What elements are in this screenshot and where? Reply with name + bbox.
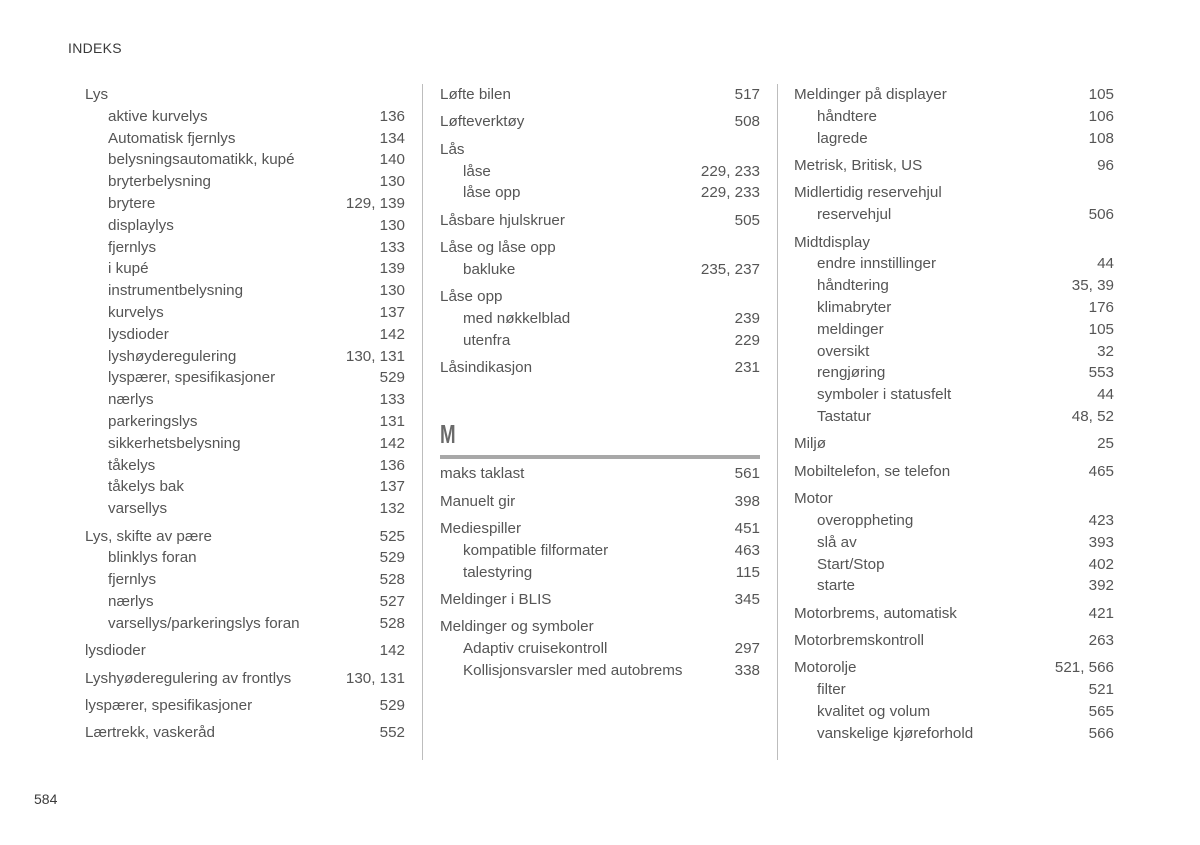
index-subentry xyxy=(85,128,405,150)
index-page-refs: 505 xyxy=(734,211,760,229)
index-page-refs: 142 xyxy=(379,434,405,452)
index-page-refs: 345 xyxy=(734,590,760,608)
index-subentry xyxy=(794,723,1114,745)
index-term: med nøkkelblad xyxy=(463,310,571,328)
index-page-refs: 566 xyxy=(1088,724,1114,742)
index-term: Mediespiller xyxy=(440,519,522,537)
index-subentry xyxy=(85,258,405,280)
index-page-refs: 451 xyxy=(734,519,760,537)
index-page-refs: 133 xyxy=(379,238,405,256)
index-page-refs: 48, 52 xyxy=(1071,407,1114,425)
index-page-refs: 263 xyxy=(1088,632,1114,650)
index-page-refs: 463 xyxy=(734,541,760,559)
index-page-refs: 136 xyxy=(379,107,405,125)
index-page-refs: 132 xyxy=(379,500,405,518)
index-entry xyxy=(85,84,405,106)
index-page-refs: 231 xyxy=(734,359,760,377)
index-term: Låsbare hjulskruer xyxy=(440,211,565,229)
index-page-refs: 465 xyxy=(1088,462,1114,480)
index-term: varsellys xyxy=(108,500,168,518)
index-term: kurvelys xyxy=(108,303,164,321)
index-term: lyspærer, spesifikasjoner xyxy=(85,696,253,714)
index-term: lyshøyderegulering xyxy=(108,347,237,365)
index-subentry xyxy=(85,613,405,635)
index-term: Lyshyøderegulering av frontlys xyxy=(85,669,292,687)
index-page-refs: 35, 39 xyxy=(1071,277,1114,295)
index-page-refs: 527 xyxy=(379,592,405,610)
index-term: Løfte bilen xyxy=(440,86,511,103)
index-page-refs: 96 xyxy=(1097,156,1114,174)
index-term: Metrisk, Britisk, US xyxy=(794,156,923,174)
index-entry xyxy=(794,232,1114,254)
index-page-refs: 130, 131 xyxy=(345,347,405,365)
index-term: bryterbelysning xyxy=(108,173,211,191)
index-term: Manuelt gir xyxy=(440,492,516,510)
index-page-refs: 32 xyxy=(1097,342,1114,360)
index-subentry xyxy=(85,455,405,477)
index-page-refs: 561 xyxy=(734,465,760,483)
index-page-refs: 137 xyxy=(379,478,405,496)
index-term: fjernlys xyxy=(108,238,157,256)
index-term: klimabryter xyxy=(817,298,892,316)
index-entry xyxy=(440,111,760,133)
index-term: Lærtrekk, vaskeråd xyxy=(85,724,215,742)
index-term: displaylys xyxy=(108,216,174,234)
index-page-refs: 44 xyxy=(1097,255,1114,273)
index-entry xyxy=(794,433,1114,455)
index-page-refs: 44 xyxy=(1097,386,1114,404)
page-number: 584 xyxy=(34,791,58,807)
index-term: låse opp xyxy=(463,184,521,202)
index-page-refs: 137 xyxy=(379,303,405,321)
index-term: Meldinger i BLIS xyxy=(440,590,552,608)
index-term: lagrede xyxy=(817,129,868,147)
index-term: meldinger xyxy=(817,320,884,338)
index-page-refs: 229, 233 xyxy=(700,184,760,202)
index-entry xyxy=(440,210,760,232)
index-term: Miljø xyxy=(794,435,827,453)
index-term: Automatisk fjernlys xyxy=(108,129,236,147)
index-subentry xyxy=(794,532,1114,554)
index-page-refs: 105 xyxy=(1088,86,1114,103)
index-term: vanskelige kjøreforhold xyxy=(817,724,974,742)
index-page-refs: 235, 237 xyxy=(700,260,760,278)
index-term: låse xyxy=(463,162,491,180)
index-term: sikkerhetsbelysning xyxy=(108,434,241,452)
index-subentry xyxy=(85,367,405,389)
index-term: parkeringslys xyxy=(108,412,198,430)
index-term: aktive kurvelys xyxy=(108,107,208,125)
index-subentry xyxy=(85,569,405,591)
index-page-refs: 130 xyxy=(379,216,405,234)
index-subentry xyxy=(794,406,1114,428)
index-entry xyxy=(85,640,405,662)
index-subentry xyxy=(794,575,1114,597)
index-page-refs: 229, 233 xyxy=(700,162,760,180)
index-page-refs: 229 xyxy=(734,331,760,349)
index-subentry xyxy=(794,253,1114,275)
index-page-refs: 129, 139 xyxy=(345,194,405,212)
index-page-refs: 136 xyxy=(379,456,405,474)
index-subentry xyxy=(85,476,405,498)
index-subentry xyxy=(794,510,1114,532)
index-subentry xyxy=(794,554,1114,576)
index-term: Lys xyxy=(85,86,109,103)
index-term: instrumentbelysning xyxy=(108,282,244,300)
index-subentry xyxy=(794,679,1114,701)
index-subentry xyxy=(85,346,405,368)
index-page-refs: 106 xyxy=(1088,107,1114,125)
index-page-refs: 140 xyxy=(379,151,405,169)
index-term: maks taklast xyxy=(440,465,525,483)
index-page-refs: 338 xyxy=(734,661,760,679)
index-subentry xyxy=(440,308,760,330)
index-page-refs: 506 xyxy=(1088,206,1114,224)
index-page-refs: 108 xyxy=(1088,129,1114,147)
index-term: fjernlys xyxy=(108,571,157,589)
index-term: Låse og låse opp xyxy=(440,239,556,257)
page-header-title: INDEKS xyxy=(68,40,122,56)
index-column-1 xyxy=(85,84,405,744)
index-page-refs: 142 xyxy=(379,325,405,343)
index-page-refs: 421 xyxy=(1088,604,1114,622)
index-subentry xyxy=(440,638,760,660)
index-page-refs: 297 xyxy=(734,640,760,658)
index-term: Meldinger og symboler xyxy=(440,618,594,636)
index-subentry xyxy=(794,297,1114,319)
index-subentry xyxy=(85,106,405,128)
index-term: symboler i statusfelt xyxy=(817,386,952,404)
index-subentry xyxy=(440,161,760,183)
index-page-refs: 521, 566 xyxy=(1054,659,1114,677)
index-page-refs: 393 xyxy=(1088,533,1114,551)
index-term: slå av xyxy=(817,533,857,551)
column-divider xyxy=(777,84,778,760)
index-page-refs: 133 xyxy=(379,391,405,409)
index-entry xyxy=(440,616,760,638)
index-entry xyxy=(794,155,1114,177)
index-page-refs: 528 xyxy=(379,571,405,589)
index-subentry xyxy=(85,433,405,455)
index-term: Låse opp xyxy=(440,288,503,306)
index-entry xyxy=(440,357,760,379)
index-page-refs: 529 xyxy=(379,549,405,567)
index-entry xyxy=(794,182,1114,204)
index-term: Tastatur xyxy=(817,407,872,425)
index-page-refs: 565 xyxy=(1088,703,1114,721)
index-entry xyxy=(440,84,760,106)
index-page-refs: 552 xyxy=(379,724,405,742)
index-term: Start/Stop xyxy=(817,555,885,573)
index-page-refs: 139 xyxy=(379,260,405,278)
index-term: håndtere xyxy=(817,107,877,125)
section-rule xyxy=(440,455,760,459)
index-subentry xyxy=(440,660,760,682)
index-subentry xyxy=(85,149,405,171)
index-entry xyxy=(85,722,405,744)
index-subentry xyxy=(794,362,1114,384)
index-term: oversikt xyxy=(817,342,870,360)
index-subentry xyxy=(85,280,405,302)
index-term: Motorolje xyxy=(794,659,857,677)
index-term: starte xyxy=(817,577,855,595)
index-term: lyspærer, spesifikasjoner xyxy=(108,369,276,387)
index-page-refs: 508 xyxy=(734,113,760,131)
index-page-refs: 528 xyxy=(379,614,405,632)
index-subentry xyxy=(85,411,405,433)
index-subentry xyxy=(794,341,1114,363)
index-entry xyxy=(794,630,1114,652)
index-subentry xyxy=(794,319,1114,341)
index-entry xyxy=(794,461,1114,483)
index-page-refs: 553 xyxy=(1088,364,1114,382)
index-entry xyxy=(440,237,760,259)
index-subentry xyxy=(794,275,1114,297)
index-subentry xyxy=(440,540,760,562)
index-column-3 xyxy=(794,84,1114,745)
index-subentry xyxy=(794,128,1114,150)
index-term: Meldinger på displayer xyxy=(794,86,947,103)
index-term: varsellys/parkeringslys foran xyxy=(108,614,300,632)
index-term: Lys, skifte av pære xyxy=(85,527,212,545)
index-term: bakluke xyxy=(463,260,516,278)
index-term: tåkelys xyxy=(108,456,156,474)
index-subentry xyxy=(85,237,405,259)
index-page-refs: 134 xyxy=(379,129,405,147)
index-term: filter xyxy=(817,681,846,699)
index-term: Midlertidig reservehjul xyxy=(794,184,942,202)
index-term: blinklys foran xyxy=(108,549,197,567)
index-term: tåkelys bak xyxy=(108,478,184,496)
index-term: kvalitet og volum xyxy=(817,703,931,721)
index-term: Låsindikasjon xyxy=(440,359,533,377)
index-page-refs: 239 xyxy=(734,310,760,328)
index-subentry xyxy=(794,204,1114,226)
index-term: reservehjul xyxy=(817,206,892,224)
index-subentry xyxy=(85,215,405,237)
index-term: Motorbremskontroll xyxy=(794,632,924,650)
index-term: rengjøring xyxy=(817,364,886,382)
index-page-refs: 525 xyxy=(379,527,405,545)
index-term: kompatible filformater xyxy=(463,541,609,559)
index-subentry xyxy=(85,324,405,346)
index-entry xyxy=(440,139,760,161)
index-subentry xyxy=(440,330,760,352)
index-entry xyxy=(794,488,1114,510)
index-term: Motor xyxy=(794,490,833,508)
index-page-refs: 142 xyxy=(379,642,405,660)
index-term: overoppheting xyxy=(817,511,914,529)
index-subentry xyxy=(440,562,760,584)
index-entry xyxy=(440,463,760,485)
index-subentry xyxy=(85,591,405,613)
index-page-refs: 105 xyxy=(1088,320,1114,338)
index-page-refs: 529 xyxy=(379,369,405,387)
index-term: Løfteverktøy xyxy=(440,113,525,131)
index-subentry xyxy=(794,701,1114,723)
index-entry xyxy=(440,491,760,513)
index-term: håndtering xyxy=(817,277,889,295)
index-page-refs: 517 xyxy=(734,86,760,103)
index-term: lysdioder xyxy=(85,642,146,660)
index-term: Lås xyxy=(440,140,465,158)
index-term: brytere xyxy=(108,194,156,212)
index-page-refs: 529 xyxy=(379,696,405,714)
index-page-refs: 130, 131 xyxy=(345,669,405,687)
index-page-refs: 130 xyxy=(379,173,405,191)
index-page-refs: 398 xyxy=(734,492,760,510)
index-subentry xyxy=(794,384,1114,406)
index-entry xyxy=(85,695,405,717)
index-term: Mobiltelefon, se telefon xyxy=(794,462,951,480)
index-term: i kupé xyxy=(108,260,149,278)
index-page-refs: 521 xyxy=(1088,681,1114,699)
index-entry xyxy=(85,526,405,548)
index-subentry xyxy=(85,302,405,324)
index-page-refs: 115 xyxy=(735,563,760,581)
column-divider xyxy=(422,84,423,760)
index-term: lysdioder xyxy=(108,325,169,343)
index-subentry xyxy=(440,259,760,281)
index-term: nærlys xyxy=(108,592,154,610)
index-term: utenfra xyxy=(463,331,511,349)
index-term: talestyring xyxy=(463,563,533,581)
index-entry xyxy=(794,84,1114,106)
index-term: Kollisjonsvarsler med autobrems xyxy=(463,661,683,679)
index-page-refs: 176 xyxy=(1088,298,1114,316)
index-term: endre innstillinger xyxy=(817,255,937,273)
index-term: belysningsautomatikk, kupé xyxy=(108,151,295,169)
index-subentry xyxy=(794,106,1114,128)
index-page-refs: 131 xyxy=(379,412,405,430)
section-letter: M xyxy=(440,419,456,450)
index-subentry xyxy=(85,193,405,215)
index-entry xyxy=(440,518,760,540)
index-entry xyxy=(440,286,760,308)
index-term: Adaptiv cruisekontroll xyxy=(463,640,608,658)
index-subentry xyxy=(85,498,405,520)
index-entry xyxy=(794,657,1114,679)
index-subentry xyxy=(85,171,405,193)
index-page-refs: 25 xyxy=(1097,435,1114,453)
index-term: nærlys xyxy=(108,391,154,409)
index-page-refs: 402 xyxy=(1088,555,1114,573)
index-page-refs: 130 xyxy=(379,282,405,300)
index-subentry xyxy=(440,182,760,204)
index-subentry xyxy=(85,389,405,411)
index-term: Midtdisplay xyxy=(794,233,870,251)
index-page-refs: 423 xyxy=(1088,511,1114,529)
index-entry xyxy=(440,589,760,611)
index-entry xyxy=(794,603,1114,625)
index-subentry xyxy=(85,547,405,569)
index-column-2 xyxy=(440,84,760,682)
index-page-refs: 392 xyxy=(1088,577,1114,595)
index-term: Motorbrems, automatisk xyxy=(794,604,957,622)
index-entry xyxy=(85,668,405,690)
